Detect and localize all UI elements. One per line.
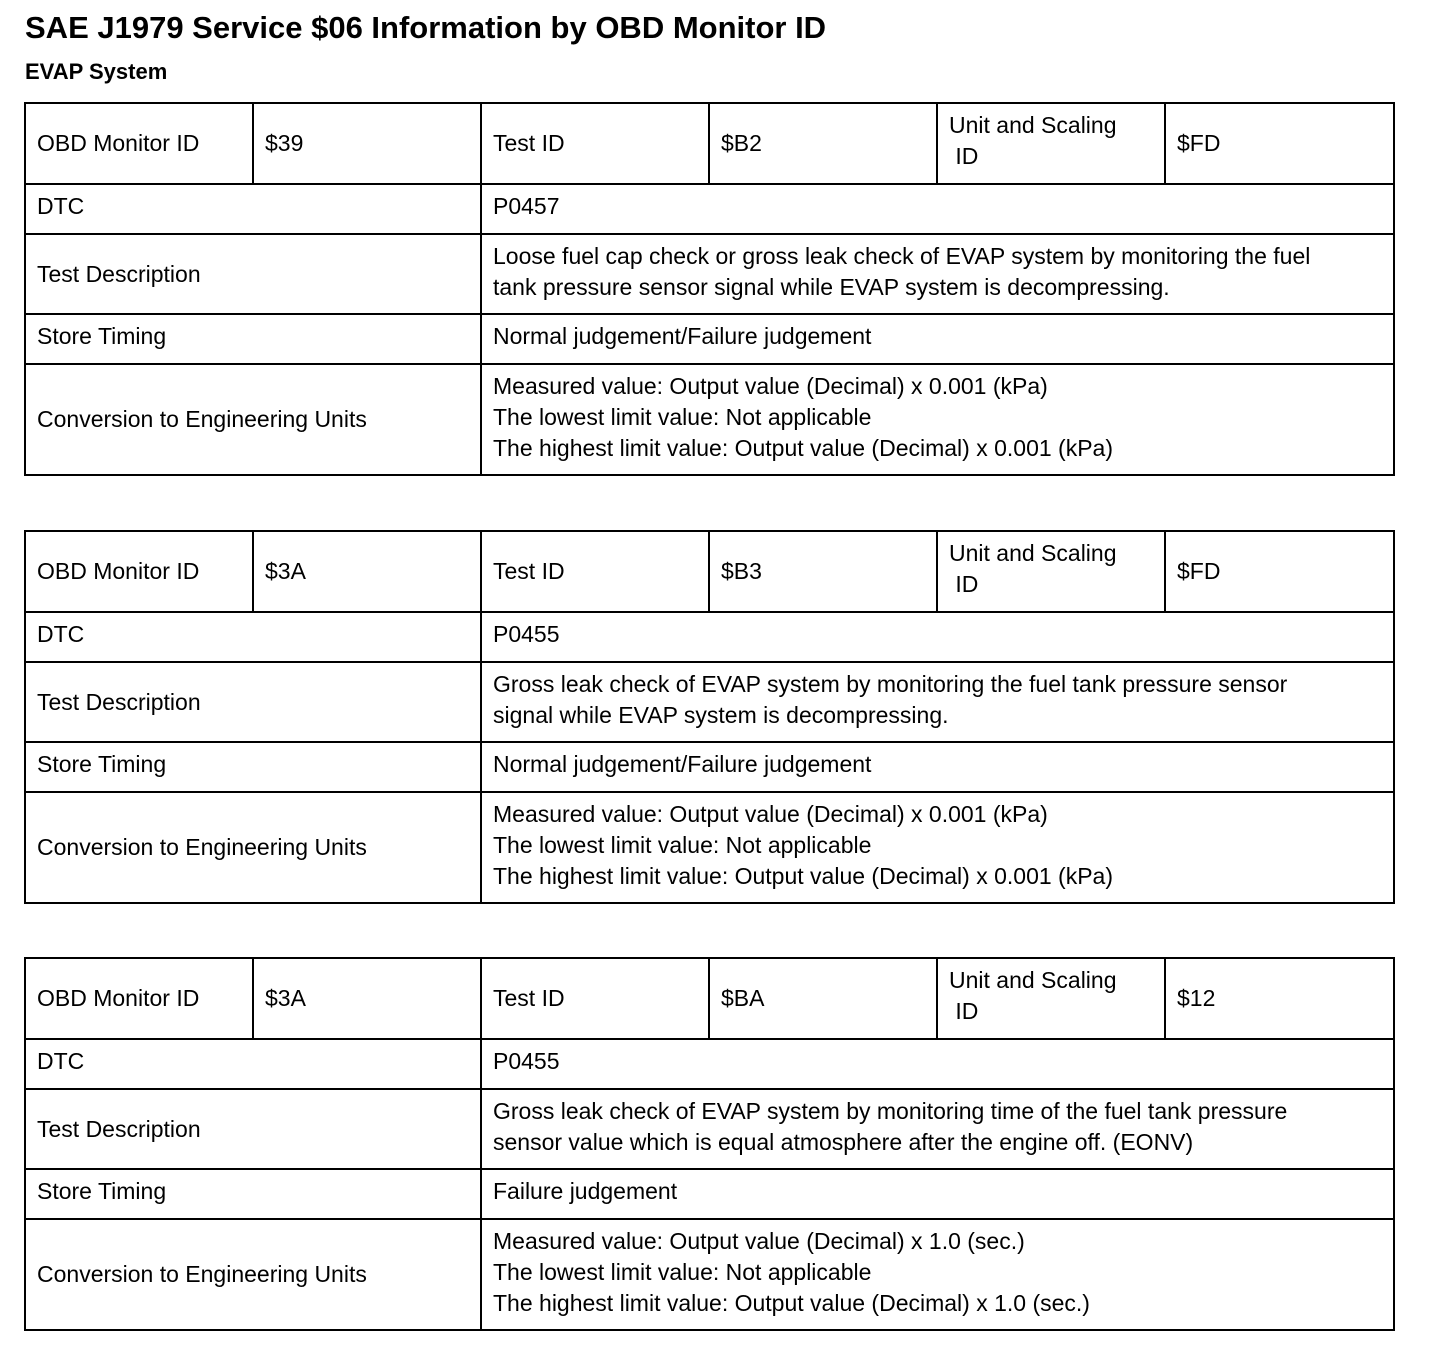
dtc-label: DTC xyxy=(25,184,481,234)
unit-scaling-label-line: ID xyxy=(949,571,979,597)
test-description-value xyxy=(481,1089,1394,1169)
text-line: Measured value: Output value (Decimal) x 1.0 (sec.) xyxy=(493,1228,1025,1254)
dtc-row xyxy=(25,612,1394,662)
unit-scaling-id-value: $FD xyxy=(1165,531,1394,612)
monitor-table xyxy=(24,530,1395,904)
unit-scaling-label-line: Unit and Scaling xyxy=(949,540,1117,566)
dtc-label: DTC xyxy=(25,1039,481,1089)
dtc-label: DTC xyxy=(25,612,481,662)
obd-monitor-id-value: $39 xyxy=(253,103,481,184)
test-description-row xyxy=(25,662,1394,742)
obd-monitor-id-label: OBD Monitor ID xyxy=(25,958,253,1039)
conversion-row xyxy=(25,1219,1394,1330)
conversion-value xyxy=(481,1219,1394,1330)
test-description-value xyxy=(481,662,1394,742)
monitor-table xyxy=(24,102,1395,476)
header-row xyxy=(25,958,1394,1039)
unit-scaling-label-line: ID xyxy=(949,143,979,169)
test-id-value: $B2 xyxy=(709,103,937,184)
text-line: The lowest limit value: Not applicable xyxy=(493,404,872,430)
dtc-value: P0455 xyxy=(481,612,1394,662)
dtc-value: P0457 xyxy=(481,184,1394,234)
text-line: The highest limit value: Output value (Decimal) x 0.001 (kPa) xyxy=(493,435,1113,461)
text-line: The lowest limit value: Not applicable xyxy=(493,1259,872,1285)
unit-scaling-label-line: ID xyxy=(949,998,979,1024)
conversion-label: Conversion to Engineering Units xyxy=(25,364,481,475)
test-id-value: $B3 xyxy=(709,531,937,612)
test-id-label: Test ID xyxy=(481,103,709,184)
test-description-value xyxy=(481,234,1394,314)
obd-monitor-id-value: $3A xyxy=(253,531,481,612)
store-timing-row xyxy=(25,314,1394,364)
text-line: Loose fuel cap check or gross leak check of EVAP system by monitoring the fuel xyxy=(493,243,1311,269)
unit-scaling-label-line: Unit and Scaling xyxy=(949,112,1117,138)
unit-scaling-id-value: $FD xyxy=(1165,103,1394,184)
obd-monitor-id-value: $3A xyxy=(253,958,481,1039)
store-timing-value: Normal judgement/Failure judgement xyxy=(481,314,1394,364)
store-timing-row xyxy=(25,742,1394,792)
conversion-row xyxy=(25,792,1394,903)
unit-scaling-id-label xyxy=(937,103,1165,184)
text-line: signal while EVAP system is decompressing. xyxy=(493,702,949,728)
text-line: Gross leak check of EVAP system by monitoring time of the fuel tank pressure xyxy=(493,1098,1288,1124)
dtc-value: P0455 xyxy=(481,1039,1394,1089)
test-description-row xyxy=(25,234,1394,314)
store-timing-label: Store Timing xyxy=(25,1169,481,1219)
conversion-value xyxy=(481,364,1394,475)
header-row xyxy=(25,531,1394,612)
conversion-row xyxy=(25,364,1394,475)
test-description-label: Test Description xyxy=(25,1089,481,1169)
text-line: sensor value which is equal atmosphere after the engine off. (EONV) xyxy=(493,1129,1194,1155)
monitor-table xyxy=(24,957,1395,1331)
text-line: The highest limit value: Output value (Decimal) x 0.001 (kPa) xyxy=(493,863,1113,889)
store-timing-row xyxy=(25,1169,1394,1219)
conversion-label: Conversion to Engineering Units xyxy=(25,792,481,903)
text-line: The lowest limit value: Not applicable xyxy=(493,832,872,858)
text-line: tank pressure sensor signal while EVAP system is decompressing. xyxy=(493,274,1170,300)
header-row xyxy=(25,103,1394,184)
store-timing-value: Normal judgement/Failure judgement xyxy=(481,742,1394,792)
unit-scaling-label-line: Unit and Scaling xyxy=(949,967,1117,993)
test-id-value: $BA xyxy=(709,958,937,1039)
text-line: Measured value: Output value (Decimal) x 0.001 (kPa) xyxy=(493,373,1048,399)
test-id-label: Test ID xyxy=(481,958,709,1039)
test-description-label: Test Description xyxy=(25,234,481,314)
dtc-row xyxy=(25,184,1394,234)
store-timing-value: Failure judgement xyxy=(481,1169,1394,1219)
section-title: EVAP System xyxy=(25,59,168,84)
unit-scaling-id-value: $12 xyxy=(1165,958,1394,1039)
obd-monitor-id-label: OBD Monitor ID xyxy=(25,531,253,612)
text-line: The highest limit value: Output value (Decimal) x 1.0 (sec.) xyxy=(493,1290,1090,1316)
test-id-label: Test ID xyxy=(481,531,709,612)
obd-monitor-id-label: OBD Monitor ID xyxy=(25,103,253,184)
text-line: Measured value: Output value (Decimal) x 0.001 (kPa) xyxy=(493,801,1048,827)
unit-scaling-id-label xyxy=(937,531,1165,612)
dtc-row xyxy=(25,1039,1394,1089)
store-timing-label: Store Timing xyxy=(25,742,481,792)
text-line: Gross leak check of EVAP system by monitoring the fuel tank pressure sensor xyxy=(493,671,1288,697)
conversion-label: Conversion to Engineering Units xyxy=(25,1219,481,1330)
conversion-value xyxy=(481,792,1394,903)
unit-scaling-id-label xyxy=(937,958,1165,1039)
test-description-row xyxy=(25,1089,1394,1169)
test-description-label: Test Description xyxy=(25,662,481,742)
page-title: SAE J1979 Service $06 Information by OBD Monitor ID xyxy=(25,10,827,45)
store-timing-label: Store Timing xyxy=(25,314,481,364)
